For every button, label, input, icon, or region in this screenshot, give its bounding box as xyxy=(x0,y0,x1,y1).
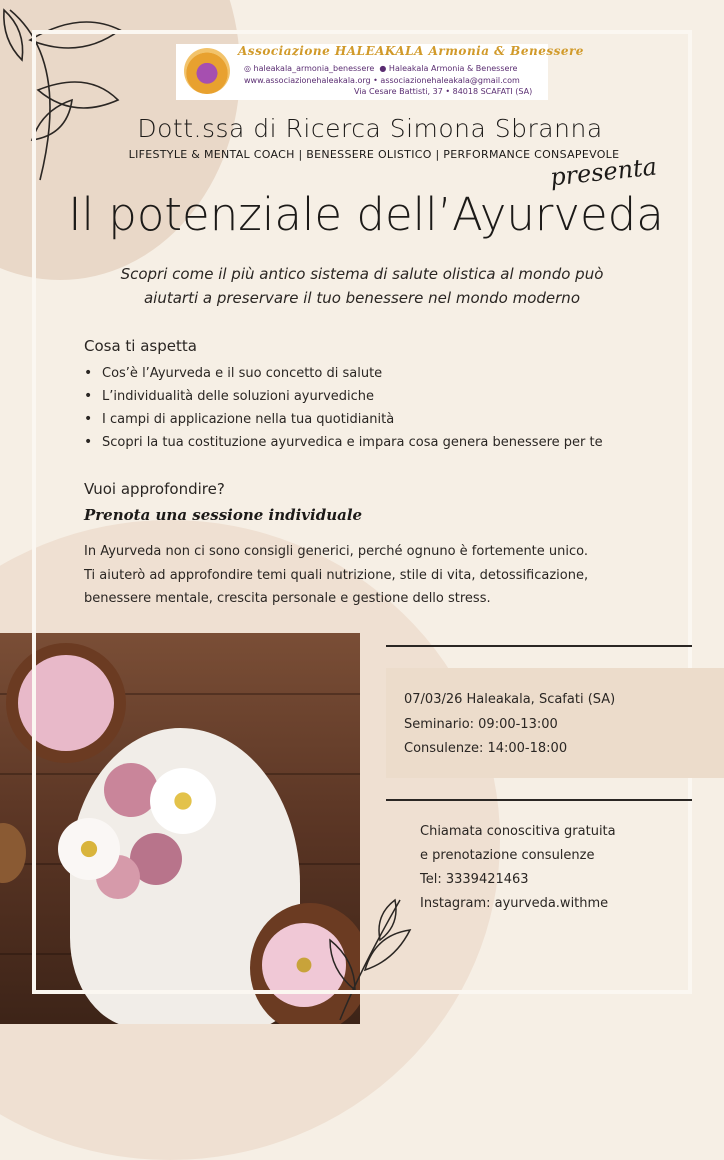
contact-phone: Tel: 3339421463 xyxy=(420,872,529,887)
event-seminar-time: Seminario: 09:00-13:00 xyxy=(404,717,558,732)
event-date-place: 07/03/26 Haleakala, Scafati (SA) xyxy=(404,692,616,707)
event-consult-time: Consulenze: 14:00-18:00 xyxy=(404,741,568,756)
booking-heading: Prenota una sessione individuale xyxy=(84,506,363,524)
facebook-page: Haleakala Armonia & Benessere xyxy=(388,64,518,73)
association-web-email: www.associazionehaleakala.org • associazionehaleakala@gmail.com xyxy=(244,76,520,85)
subtitle: Scopri come il più antico sistema di salute olistica al mondo può aiutarti a preservare il tuo benessere nel mondo moderno xyxy=(120,265,604,307)
instagram-handle: haleakala_armonia_benessere xyxy=(253,64,375,73)
divider xyxy=(386,645,692,647)
deepen-paragraph: In Ayurveda non ci sono consigli generici, perché ognuno è fortemente unico. Ti aiuterò ad approfondire temi quali nutrizione, stile di vita, detossificazione, benessere mentale, crescita personale e gestione dello stress. xyxy=(84,544,589,606)
list-item: • I campi di applicazione nella tua quotidianità xyxy=(84,408,603,431)
association-address: Via Cesare Battisti, 37 • 84018 SCAFATI (SA) xyxy=(354,87,533,96)
speaker-name: Dott.ssa di Ricerca Simona Sbranna xyxy=(137,114,603,143)
divider xyxy=(386,799,692,801)
list-item: • Scopri la tua costituzione ayurvedica e impara cosa genera benessere per te xyxy=(84,431,603,454)
presenta-script: presenta xyxy=(548,152,659,192)
association-social xyxy=(244,64,517,73)
facebook-icon: ● xyxy=(379,64,387,73)
page-title: Il potenziale dell’Ayurveda xyxy=(68,188,664,241)
list-item: • L’individualità delle soluzioni ayurvediche xyxy=(84,385,603,408)
speaker-roles: LIFESTYLE & MENTAL COACH | BENESSERE OLISTICO | PERFORMANCE CONSAPEVOLE xyxy=(128,148,620,161)
association-name: Associazione HALEAKALA Armonia & Benessere xyxy=(238,44,584,58)
expect-heading: Cosa ti aspetta xyxy=(84,337,197,355)
list-item: • Cos’è l’Ayurveda e il suo concetto di salute xyxy=(84,362,603,385)
contact-line: e prenotazione consulenze xyxy=(420,848,595,863)
contact-line: Chiamata conoscitiva gratuita xyxy=(420,824,616,839)
association-logo xyxy=(184,48,230,94)
expect-list xyxy=(84,362,603,454)
instagram-icon: ◎ xyxy=(244,64,251,73)
contact-instagram: Instagram: ayurveda.withme xyxy=(420,896,609,911)
deepen-heading: Vuoi approfondire? xyxy=(84,480,225,498)
